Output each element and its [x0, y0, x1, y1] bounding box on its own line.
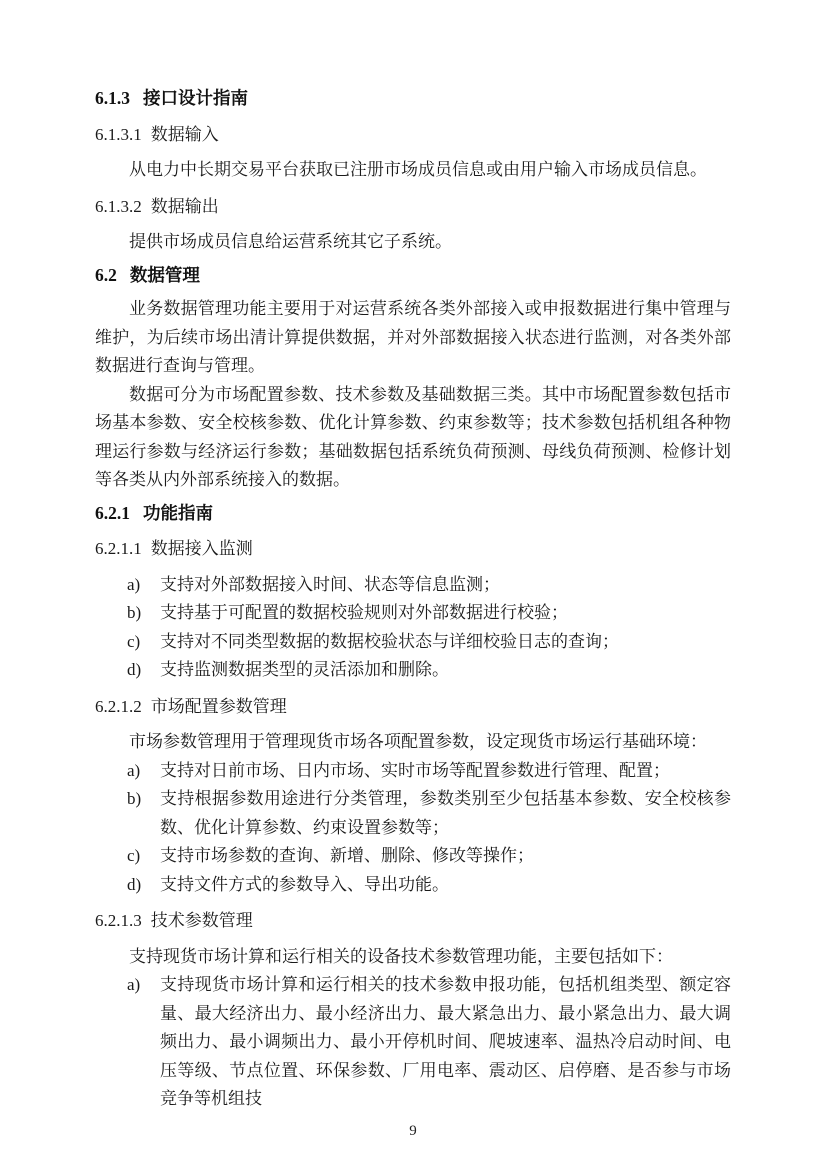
list-item-marker: c)	[127, 846, 141, 865]
list-item-text: 支持现货市场计算和运行相关的技术参数申报功能，包括机组类型、额定容量、最大经济出力、最小经济出力、最大紧急出力、最小紧急出力、最大调频出力、最小调频出力、最小开停机时间、爬坡速率、温热冷启动时间、电压等级、节点位置、环保参数、厂用电率、震动区、启停磨、是否参与市场竞争等机组技	[160, 975, 731, 1108]
list-item-marker: d)	[127, 660, 142, 679]
heading-number: 6.2.1.3	[95, 911, 142, 930]
heading-title: 功能指南	[143, 502, 213, 523]
heading-6-2-1-1	[95, 535, 731, 564]
heading-number: 6.2.1.1	[95, 539, 142, 558]
list-item	[95, 656, 731, 685]
list-item	[95, 971, 731, 1114]
heading-number: 6.1.3	[95, 88, 130, 108]
list-item	[95, 785, 731, 842]
list-tech-params	[95, 971, 731, 1114]
list-item-text: 支持对不同类型数据的数据校验状态与详细校验日志的查询；	[160, 631, 619, 651]
heading-title: 数据输入	[150, 124, 219, 144]
heading-6-2-1-2	[95, 693, 731, 722]
paragraph-data-mgmt-2: 数据可分为市场配置参数、技术参数及基础数据三类。其中市场配置参数包括市场基本参数、安全校核参数、优化计算参数、约束参数等；技术参数包括机组各种物理运行参数与经济运行参数；基础数据包括系统负荷预测、母线负荷预测、检修计划等各类从内外部系统接入的数据。	[95, 384, 731, 489]
list-item-text: 支持对日前市场、日内市场、实时市场等配置参数进行管理、配置；	[160, 760, 670, 780]
heading-number: 6.2.1.2	[95, 696, 142, 716]
heading-6-1-3-1	[95, 121, 731, 150]
list-item-marker: b)	[127, 789, 142, 808]
page-number: 9	[409, 1122, 417, 1139]
list-item	[95, 842, 731, 871]
heading-title: 数据管理	[129, 264, 200, 285]
heading-number: 6.1.3.1	[95, 124, 142, 144]
list-item-text: 支持文件方式的参数导入、导出功能。	[160, 874, 449, 894]
list-item-marker: a)	[127, 574, 141, 594]
list-item	[95, 599, 731, 628]
document-content	[95, 84, 731, 1142]
list-market-params	[95, 757, 731, 900]
heading-6-1-3-2	[95, 193, 731, 222]
heading-title: 技术参数管理	[150, 911, 253, 930]
heading-title: 接口设计指南	[143, 88, 248, 108]
heading-6-2	[95, 261, 731, 290]
heading-number: 6.2.1	[95, 502, 130, 523]
list-item-marker: c)	[127, 631, 141, 651]
heading-title: 数据接入监测	[150, 539, 253, 558]
list-item-marker: a)	[127, 975, 141, 994]
paragraph-data-output: 提供市场成员信息给运营系统其它子系统。	[129, 232, 452, 251]
list-item-text: 支持基于可配置的数据校验规则对外部数据进行校验；	[160, 603, 568, 622]
heading-6-2-1-3	[95, 907, 731, 936]
heading-6-1-3	[95, 84, 731, 113]
heading-number: 6.1.3.2	[95, 196, 142, 216]
heading-number: 6.2	[95, 264, 117, 285]
list-item-marker: b)	[127, 603, 142, 622]
list-item-marker: a)	[127, 760, 141, 780]
heading-title: 数据输出	[150, 196, 219, 216]
heading-title: 市场配置参数管理	[150, 696, 287, 716]
heading-6-2-1	[95, 499, 731, 528]
list-item-text: 支持对外部数据接入时间、状态等信息监测；	[160, 574, 500, 594]
paragraph-tech-param-intro: 支持现货市场计算和运行相关的设备技术参数管理功能，主要包括如下：	[129, 946, 673, 966]
list-item	[95, 757, 731, 786]
list-item-text: 支持根据参数用途进行分类管理，参数类别至少包括基本参数、安全校核参数、优化计算参数、约束设置参数等；	[160, 789, 731, 837]
list-item-marker: d)	[127, 874, 142, 894]
list-item-text: 支持监测数据类型的灵活添加和删除。	[160, 660, 449, 679]
paragraph-data-input: 从电力中长期交易平台获取已注册市场成员信息或由用户输入市场成员信息。	[129, 160, 707, 179]
list-data-monitor	[95, 571, 731, 685]
list-item	[95, 628, 731, 657]
paragraph-market-param-intro: 市场参数管理用于管理现货市场各项配置参数，设定现货市场运行基础环境：	[129, 732, 707, 751]
list-item	[95, 871, 731, 900]
list-item	[95, 571, 731, 600]
list-item-text: 支持市场参数的查询、新增、删除、修改等操作；	[160, 846, 534, 865]
paragraph-data-mgmt-1: 业务数据管理功能主要用于对运营系统各类外部接入或申报数据进行集中管理与维护，为后续市场出清计算提供数据，并对外部数据接入状态进行监测，对各类外部数据进行查询与管理。	[95, 299, 731, 375]
